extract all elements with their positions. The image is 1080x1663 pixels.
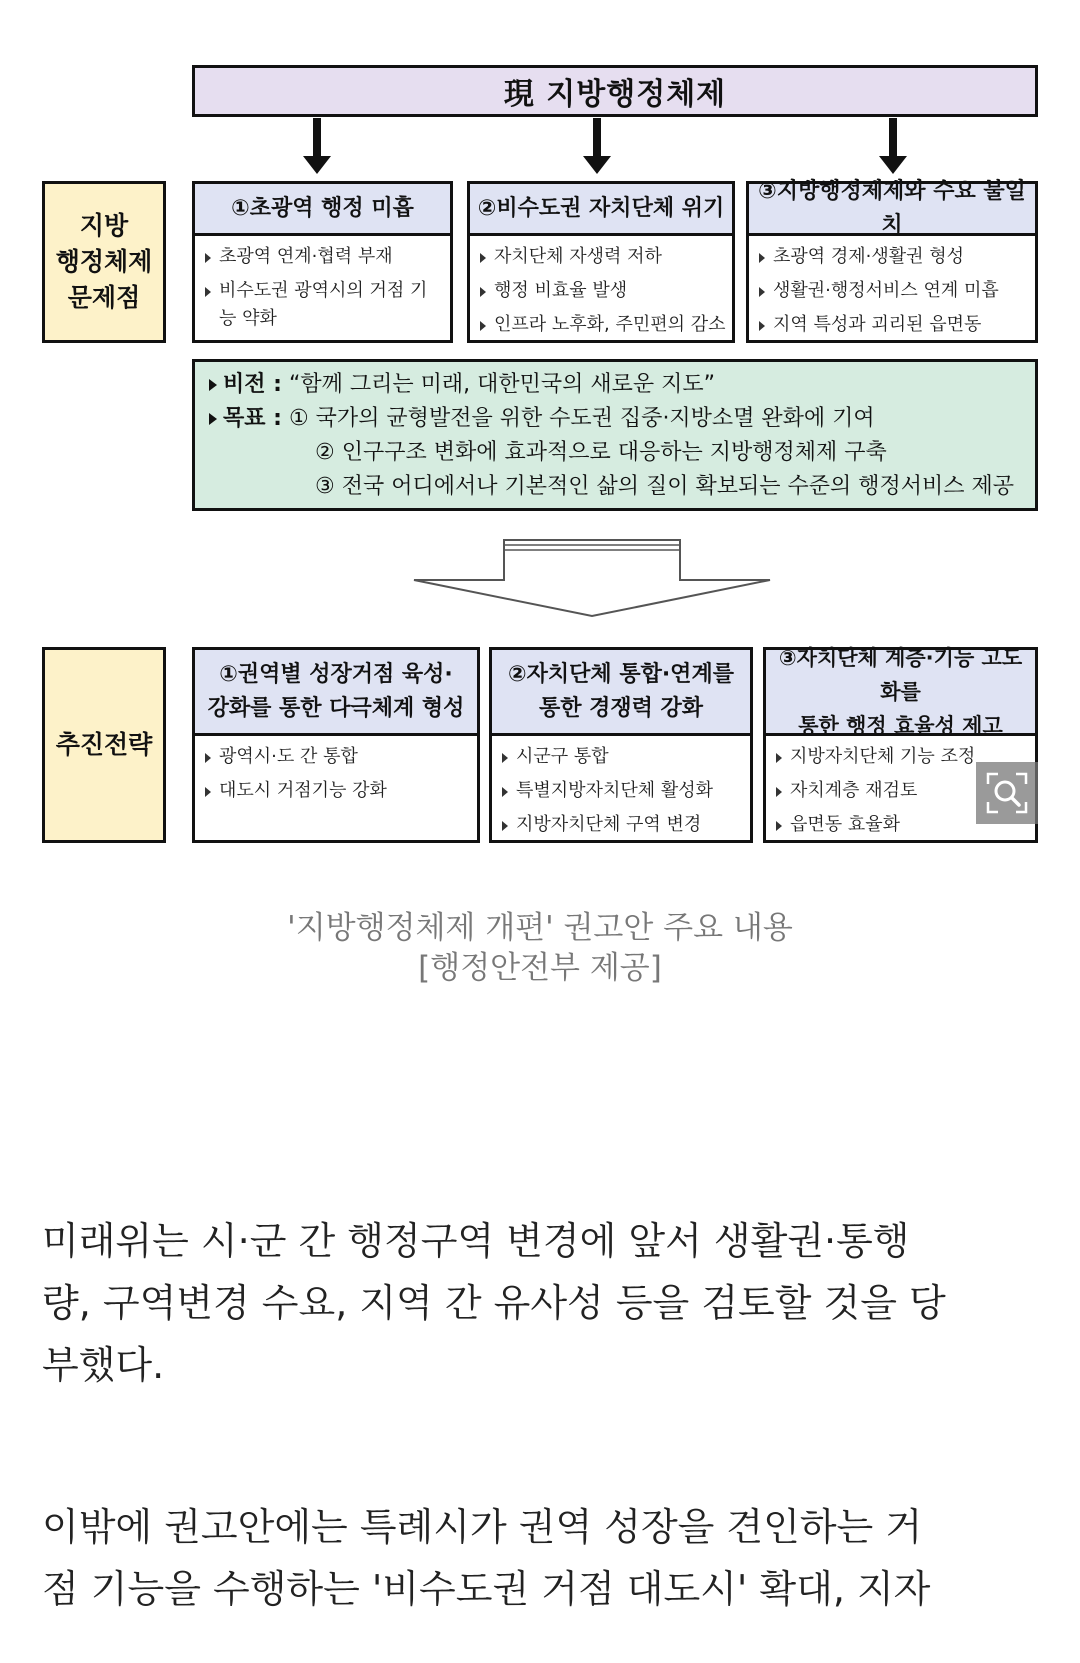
down-arrow-1 <box>313 118 321 160</box>
problem-card-title: ①초광역 행정 미흡 <box>195 184 450 236</box>
strategy-item: 지방자치단체 기능 조정 <box>774 740 1029 774</box>
problem-card-1 <box>192 181 453 343</box>
goal-item: ② 인구구조 변화에 효과적으로 대응하는 지방행정체제 구축 <box>315 440 887 465</box>
problem-item: 자치단체 자생력 저하 <box>478 240 726 274</box>
article-paragraph <box>42 1496 1042 1620</box>
problem-item: 생활권·행정서비스 연계 미흡 <box>757 274 1029 308</box>
strategy-card-1 <box>192 647 480 843</box>
problem-item: 지역 특성과 괴리된 읍면동 <box>757 308 1029 342</box>
goal-item: ③ 전국 어디에서나 기본적인 삶의 질이 확보되는 수준의 행정서비스 제공 <box>315 474 1014 499</box>
vision-label: 비전 : <box>223 372 282 397</box>
strategy-card-title <box>195 650 477 736</box>
problems-label <box>42 181 166 343</box>
down-arrow-3 <box>889 118 897 160</box>
vision-goals-box <box>192 359 1038 511</box>
paragraph-line: 점 기능을 수행하는 '비수도권 거점 대도시' 확대, 지자 <box>42 1567 931 1611</box>
paragraph-line: 부했다. <box>42 1343 165 1387</box>
strategy-title-line: ①권역별 성장거점 육성· <box>219 661 453 687</box>
problem-item: 행정 비효율 발생 <box>478 274 726 308</box>
strategy-item: 특별지방자치단체 활성화 <box>500 774 744 808</box>
problem-item: 초광역 연계·협력 부재 <box>203 240 444 274</box>
problem-card-3 <box>746 178 1038 343</box>
strategy-title-line: ②자치단체 통합·연계를 <box>508 661 734 687</box>
problem-card-2 <box>467 181 735 343</box>
down-arrow-2 <box>593 118 601 160</box>
strategy-item: 시군구 통합 <box>500 740 744 774</box>
article-paragraph <box>42 1210 1042 1396</box>
strategy-item: 대도시 거점기능 강화 <box>203 774 471 808</box>
problems-label-line: 문제점 <box>67 283 141 312</box>
problem-item: 초광역 경제·생활권 형성 <box>757 240 1029 274</box>
strategy-item: 읍면동 효율화 <box>774 808 1029 842</box>
goal-row <box>209 402 1021 436</box>
strategy-card-title <box>492 650 750 736</box>
vision-row <box>209 368 1021 402</box>
current-system-title: 現 지방행정체제 <box>192 65 1038 117</box>
goal-item: ① 국가의 균형발전을 위한 수도권 집중·지방소멸 완화에 기여 <box>288 406 875 431</box>
vision-text: “함께 그리는 미래, 대한민국의 새로운 지도” <box>288 372 716 397</box>
strategy-label <box>42 647 166 843</box>
strategy-title-line: 통한 경쟁력 강화 <box>538 695 704 721</box>
strategy-item: 광역시·도 간 통합 <box>203 740 471 774</box>
problem-card-title: ②비수도권 자치단체 위기 <box>470 184 732 236</box>
magnifier-icon <box>984 770 1030 816</box>
strategy-card-title <box>766 645 1035 738</box>
caption-line: '지방행정체제 개편' 권고안 주요 내용 <box>287 910 793 946</box>
bullet-triangle-icon <box>209 413 217 425</box>
problems-label-line: 행정체제 <box>55 247 153 276</box>
problem-item: 인프라 노후화, 주민편의 감소 <box>478 308 726 342</box>
strategy-item: 지방자치단체 구역 변경 <box>500 808 744 842</box>
big-down-arrow-icon <box>412 538 772 618</box>
figure-caption <box>0 908 1080 988</box>
strategy-title-line: 통한 행정 효율성 제고 <box>798 713 1003 738</box>
problems-label-line: 지방 <box>79 211 129 240</box>
strategy-title-line: ③자치단체 계층·기능 고도화를 <box>778 645 1023 704</box>
paragraph-line: 이밖에 권고안에는 특례시가 권역 성장을 견인하는 거 <box>42 1505 923 1549</box>
strategy-label-text: 추진전략 <box>55 730 153 759</box>
zoom-image-button[interactable] <box>976 762 1038 824</box>
strategy-title-line: 강화를 통한 다극체계 형성 <box>207 695 465 721</box>
caption-source: [행정안전부 제공] <box>418 950 662 986</box>
strategy-card-2 <box>489 647 753 843</box>
goal-label: 목표 : <box>223 406 282 431</box>
paragraph-line: 미래위는 시·군 간 행정구역 변경에 앞서 생활권·통행 <box>42 1219 910 1263</box>
strategy-item: 자치계층 재검토 <box>774 774 1029 808</box>
bullet-triangle-icon <box>209 379 217 391</box>
paragraph-line: 량, 구역변경 수요, 지역 간 유사성 등을 검토할 것을 당 <box>42 1281 946 1325</box>
problem-item: 비수도권 광역시의 거점 기능 약화 <box>203 274 444 333</box>
problem-card-title: ③지방행정체제와 수요 불일치 <box>749 184 1035 236</box>
